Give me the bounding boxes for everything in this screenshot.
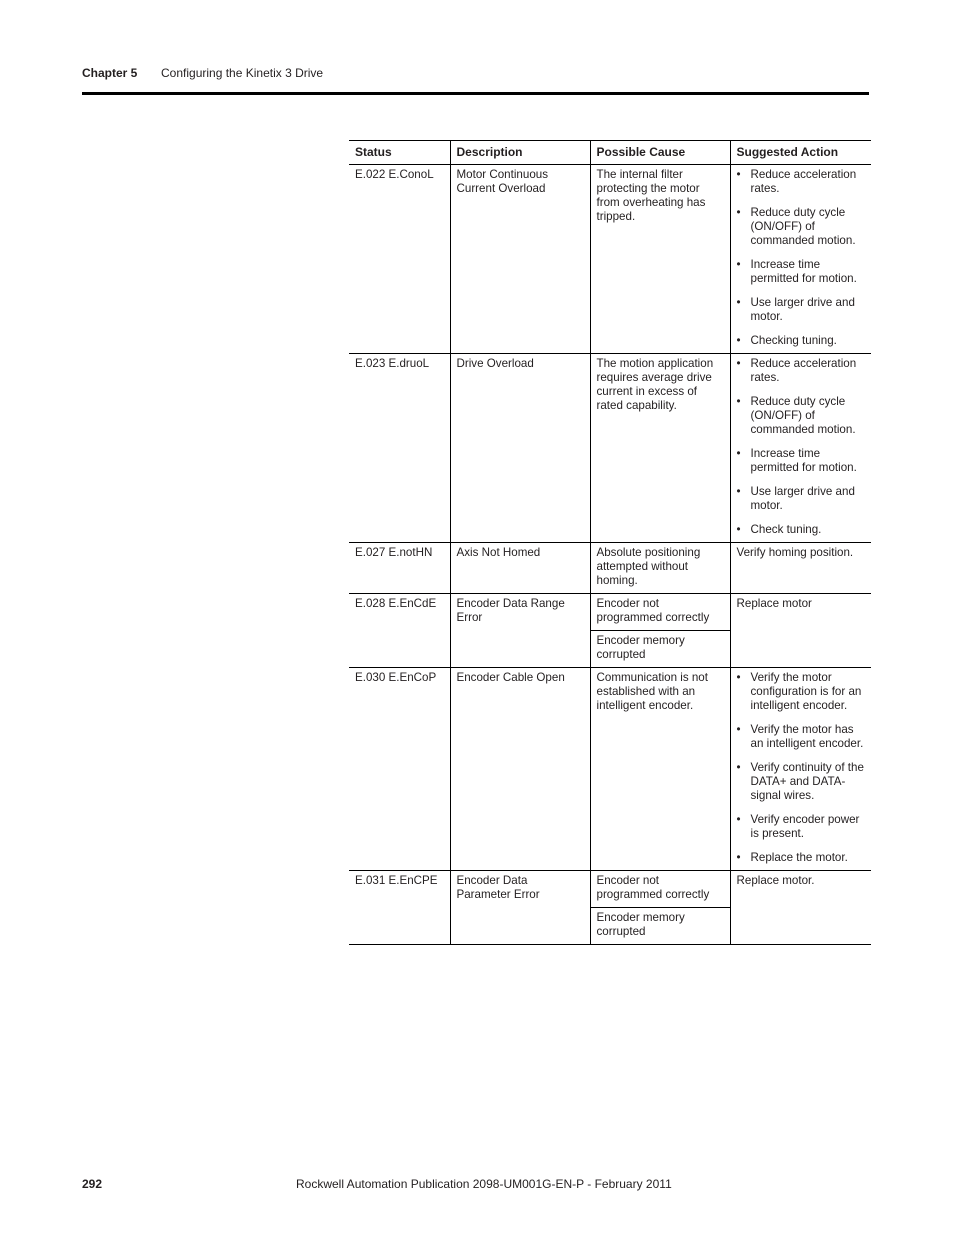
header-suggested-action: Suggested Action — [730, 141, 871, 165]
action-item: • Increase time permitted for motion. — [737, 447, 866, 475]
header-status: Status — [349, 141, 450, 165]
table-row — [349, 354, 871, 543]
action-cell — [730, 354, 871, 543]
action-item: • Verify the motor configuration is for an intelligent encoder. — [737, 671, 866, 713]
chapter-title: Configuring the Kinetix 3 Drive — [161, 66, 324, 80]
action-item: • Checking tuning. — [737, 334, 866, 348]
action-item: • Reduce acceleration rates. — [737, 357, 866, 385]
status-cell: E.027 E.notHN — [349, 543, 450, 594]
fault-code-table — [349, 140, 871, 945]
status-cell: E.023 E.druoL — [349, 354, 450, 543]
status-cell: E.022 E.ConoL — [349, 165, 450, 354]
description-cell: Encoder Data Parameter Error — [450, 871, 590, 945]
table-row — [349, 543, 871, 594]
action-item: • Increase time permitted for motion. — [737, 258, 866, 286]
publication-info: Rockwell Automation Publication 2098-UM001G-EN-P - February 2011 — [296, 1177, 672, 1191]
description-cell: Drive Overload — [450, 354, 590, 543]
action-item: • Verify continuity of the DATA+ and DATA- signal wires. — [737, 761, 866, 803]
cause-cell: Encoder memory corrupted — [590, 631, 730, 668]
action-item: • Reduce duty cycle (ON/OFF) of commanded motion. — [737, 206, 866, 248]
table-row — [349, 165, 871, 354]
status-cell: E.030 E.EnCoP — [349, 668, 450, 871]
header-possible-cause: Possible Cause — [590, 141, 730, 165]
action-item: • Verify encoder power is present. — [737, 813, 866, 841]
table-row — [349, 594, 871, 631]
description-cell: Axis Not Homed — [450, 543, 590, 594]
action-item: • Reduce acceleration rates. — [737, 168, 866, 196]
description-cell: Encoder Data Range Error — [450, 594, 590, 668]
action-cell: Replace motor. — [730, 871, 871, 945]
action-cell: Verify homing position. — [730, 543, 871, 594]
chapter-label: Chapter 5 — [82, 66, 138, 80]
action-item: • Check tuning. — [737, 523, 866, 537]
table-header-row — [349, 141, 871, 165]
cause-cell: Encoder memory corrupted — [590, 908, 730, 945]
description-cell: Encoder Cable Open — [450, 668, 590, 871]
cause-cell: Encoder not programmed correctly — [590, 871, 730, 908]
cause-cell: Communication is not established with an intelligent encoder. — [590, 668, 730, 871]
status-cell: E.031 E.EnCPE — [349, 871, 450, 945]
action-item: • Use larger drive and motor. — [737, 485, 866, 513]
cause-cell: The internal filter protecting the motor from overheating has tripped. — [590, 165, 730, 354]
action-item: • Replace the motor. — [737, 851, 866, 865]
page-header — [82, 66, 869, 95]
action-item: • Verify the motor has an intelligent encoder. — [737, 723, 866, 751]
action-item: • Reduce duty cycle (ON/OFF) of commanded motion. — [737, 395, 866, 437]
cause-cell: Encoder not programmed correctly — [590, 594, 730, 631]
cause-cell: The motion application requires average drive current in excess of rated capability. — [590, 354, 730, 543]
page-number: 292 — [82, 1177, 103, 1191]
cause-cell: Absolute positioning attempted without homing. — [590, 543, 730, 594]
action-cell — [730, 165, 871, 354]
status-cell: E.028 E.EnCdE — [349, 594, 450, 668]
header-description: Description — [450, 141, 590, 165]
table-row — [349, 668, 871, 871]
action-cell: Replace motor — [730, 594, 871, 668]
description-cell: Motor Continuous Current Overload — [450, 165, 590, 354]
action-item: • Use larger drive and motor. — [737, 296, 866, 324]
action-cell — [730, 668, 871, 871]
table-row — [349, 871, 871, 908]
